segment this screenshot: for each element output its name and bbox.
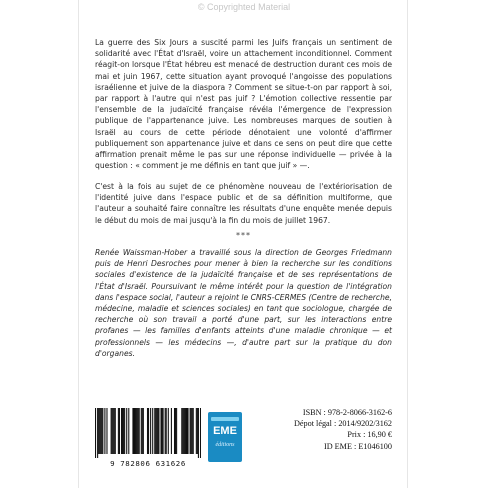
barcode-bar [183,408,184,454]
barcode-bar [162,408,163,454]
barcode-bar [123,408,124,454]
barcode-bar [160,408,161,454]
barcode-bar [101,408,102,454]
barcode-bar [106,408,107,454]
barcode-bar [175,408,176,454]
barcode-bar [192,408,193,454]
barcode-bar [114,408,115,454]
barcode-bar [154,408,155,454]
barcode-bar [165,408,166,454]
intro-paragraph-2 [95,181,392,226]
barcode-bar [148,408,149,454]
barcode-bar [102,408,103,454]
barcode-bar [136,408,137,454]
barcode-bar [118,408,119,454]
barcode-bar [158,408,159,454]
barcode-bar [122,408,123,454]
barcode-bar [163,408,164,454]
barcode-bar [143,408,144,454]
barcode-bar [152,408,153,454]
barcode-bar [115,408,116,454]
intro-text-2: C'est à la fois au sujet de ce phénomène nouveau de l'extériorisation de l'identité juive dans l'espace public et de sa définition multiforme, que l'auteur a souhaité faire connaître les résultats d'une enquête menée depuis le début du mois de mai jusqu'à la fin du mois de juillet 1967. [95,182,392,225]
barcode-bar [134,408,135,454]
logo-bar [211,417,239,421]
barcode-bar [112,408,113,454]
isbn-line: ISBN : 978-2-8066-3162-6 [302,408,392,417]
barcode-bar [121,408,122,454]
barcode-bar [168,408,169,454]
barcode-bar [126,408,127,454]
barcode-bar [95,408,96,458]
barcode-bar [190,408,191,454]
barcode-bar [176,408,177,454]
copyright-watermark: © Copyrighted Material [197,2,291,12]
barcode-number: 9 782806 631626 [110,459,186,468]
book-metadata [294,407,392,452]
barcode-bar [113,408,114,454]
barcode-bar [171,408,172,454]
barcode-bar [119,408,120,454]
barcode-bar [185,408,186,454]
barcode-bar [147,408,148,454]
price-line: Prix : 16,90 € [347,430,392,440]
legal-deposit-line: Dépot légal : 2014/9202/3162 [293,419,392,429]
barcode-bar [196,408,197,454]
barcode-bar [141,408,142,454]
intro-text-1: La guerre des Six Jours a suscité parmi les Juifs français un sentiment de solidarité avec l'État d'Israël, voire un attachement inconditionnel. Comment réagit-on lorsque l'État hébreu est menacé de destruction durant ces mois de mai et juin 1967, cette situation ayant provoqué l'angoisse des populations israélienne et juive de la diaspora ? Comment se situe-t-on par rapport à soi, par rapport à l'autre qui n'est pas juif ? L'émotion collective ressentie par l'ensemble de la judaïcité française révéla l'émergence de l'expression publique de l'appartenance juive. Les nombreuses marques de soutien à Israël au cours de cette période dénotaient une volonté d'affirmer publiquement son appartenance juive et dans ce sens on peut dire que cette affirmation prenait même le pas sur une réponse individuelle — privée à la question : « comment je me définis en tant que juif » —. [95,38,392,171]
logo-subtitle: éditions [215,442,235,448]
barcode-bar [184,408,185,454]
barcode-bar [191,408,192,454]
barcode-bar [155,408,156,454]
barcode-bar [128,408,129,454]
barcode-bar [186,408,187,454]
barcode-bar [142,408,143,454]
publisher-id-line: ID EME : E1046100 [324,441,392,451]
barcode-bar [166,408,167,454]
publisher-logo [208,412,242,462]
barcode-bar [98,408,99,454]
intro-paragraph-1 [95,37,392,171]
barcode-bar [139,408,140,454]
barcode-bar [156,408,157,454]
barcode-bar [137,408,138,454]
barcode-bar [197,408,198,454]
author-bio: Renée Waissman-Hober a travaillé sous la direction de Georges Friedmann puis de Henri Desroches pour mener à bien la recherche sur les conditions sociales d'existence de la judaïcité française et de ses représentations de l'État d'Israël. Poursuivant le même intérêt pour la question de l'intégration dans l'espace social, l'auteur a rejoint le CNRS-CERMES (Centre de recherche, médecine, maladie et sciences sociales) en tant que sociologue, chargée de recherche où son travail a porté d'une part, sur les interactions entre profanes — les familles d'enfants atteints d'une maladie chronique — et professionnels — les médecins —, d'autre part sur la pratique du don d'organes. [95,248,392,358]
barcode-bar [181,408,182,454]
barcode-bar [200,408,201,458]
barcode-bars [95,408,201,458]
barcode-bar [182,408,183,454]
barcode-bar [150,408,151,454]
barcode-bar [97,408,98,458]
barcode-bar [111,408,112,454]
section-separator: *** [236,231,251,240]
barcode-bar [174,408,175,454]
barcode-bar [133,408,134,454]
barcode-bar [124,408,125,454]
barcode-bar [132,408,133,454]
logo-mark: EME [213,425,237,437]
barcode-bar [138,408,139,454]
barcode-bar [99,408,100,454]
barcode-bar [193,408,194,454]
barcode [95,408,201,470]
barcode-bar [100,408,101,454]
barcode-bar [198,408,199,458]
barcode-bar [187,408,188,454]
barcode-bar [157,408,158,454]
barcode-bar [104,408,105,454]
